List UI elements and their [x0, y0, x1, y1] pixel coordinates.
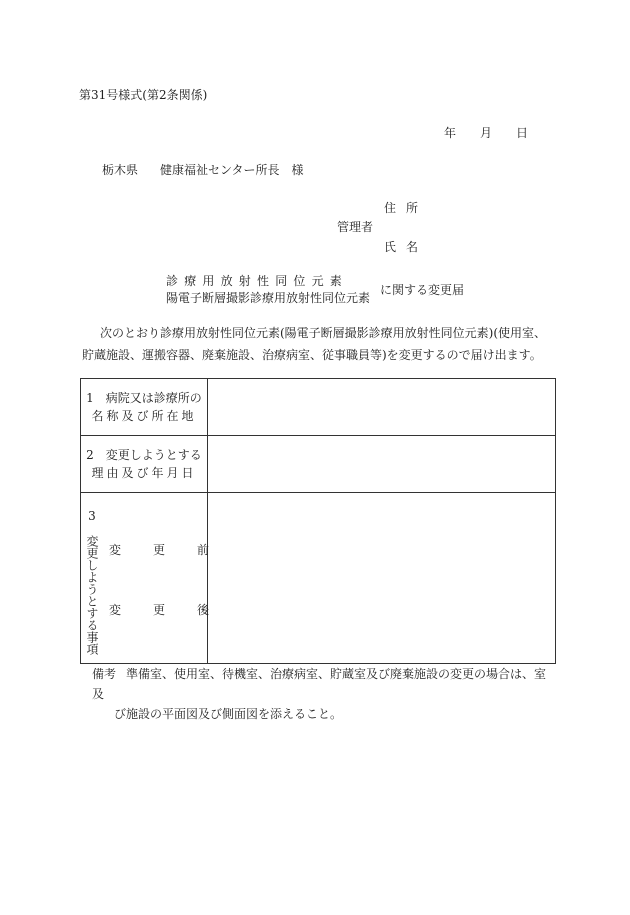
prefecture: 栃木県: [102, 163, 139, 177]
table-row: [81, 493, 556, 664]
title-line-2: 陽電子断層撮影診療用放射性同位元素: [166, 291, 371, 305]
before-change-label: [109, 541, 209, 559]
remarks-label: 備考: [92, 667, 117, 681]
row2-label-line2: 理由及び年月日: [91, 466, 197, 480]
before-char: 更: [152, 543, 165, 557]
date-line: [444, 124, 552, 141]
after-char: 変: [109, 603, 122, 617]
row3-sublabels: [103, 493, 207, 663]
form-number: 第31号様式(第2条関係): [79, 88, 208, 102]
row1-label-line1: 1 病院又は診療所の: [86, 391, 202, 405]
title-suffix: に関する変更届: [380, 283, 465, 297]
remarks: [92, 664, 554, 724]
remarks-line-2: び施設の平面図及び側面図を添えること。: [114, 707, 343, 721]
day-label: 日: [516, 126, 529, 140]
manager-label: 管理者: [337, 220, 374, 234]
body-line-1: 次のとおり診療用放射性同位元素(陽電子断層撮影診療用放射性同位元素)(使用室、: [100, 326, 547, 340]
name-label: 氏名: [384, 240, 429, 254]
year-label: 年: [444, 126, 457, 140]
body-line-2: 貯蔵施設、運搬容器、廃棄施設、治療病室、従事職員等)を変更するので届け出ます。: [82, 348, 542, 362]
row1-label: [81, 379, 208, 436]
row2-label-line1: 2 変更しようとする: [86, 448, 202, 462]
row1-value[interactable]: [208, 379, 556, 436]
after-change-label: [109, 601, 209, 619]
before-char: 変: [109, 543, 122, 557]
row3-vertical: [81, 493, 103, 663]
address-label: 住所: [384, 201, 429, 215]
body-text: [82, 322, 552, 366]
addressee: [102, 161, 304, 178]
after-char: 後: [196, 603, 209, 617]
recipient: 健康福祉センター所長 様: [160, 163, 304, 177]
row3-number: 3: [88, 509, 96, 523]
row2-value[interactable]: [208, 436, 556, 493]
form-table: [80, 378, 556, 664]
before-char: 前: [196, 543, 209, 557]
table-row: [81, 379, 556, 436]
row2-label: [81, 436, 208, 493]
month-label: 月: [480, 126, 493, 140]
row3-vertical-label: 変更しようとする事項: [85, 535, 99, 655]
row1-label-line2: 名称及び所在地: [91, 409, 197, 423]
row3-value[interactable]: [208, 493, 556, 664]
title-line-1: 診療用放射性同位元素: [166, 274, 349, 288]
remarks-line-1: 準備室、使用室、待機室、治療病室、貯蔵室及び廃棄施設の変更の場合は、室及: [92, 667, 547, 701]
after-char: 更: [152, 603, 165, 617]
table-row: [81, 436, 556, 493]
row3-label: [81, 493, 208, 664]
